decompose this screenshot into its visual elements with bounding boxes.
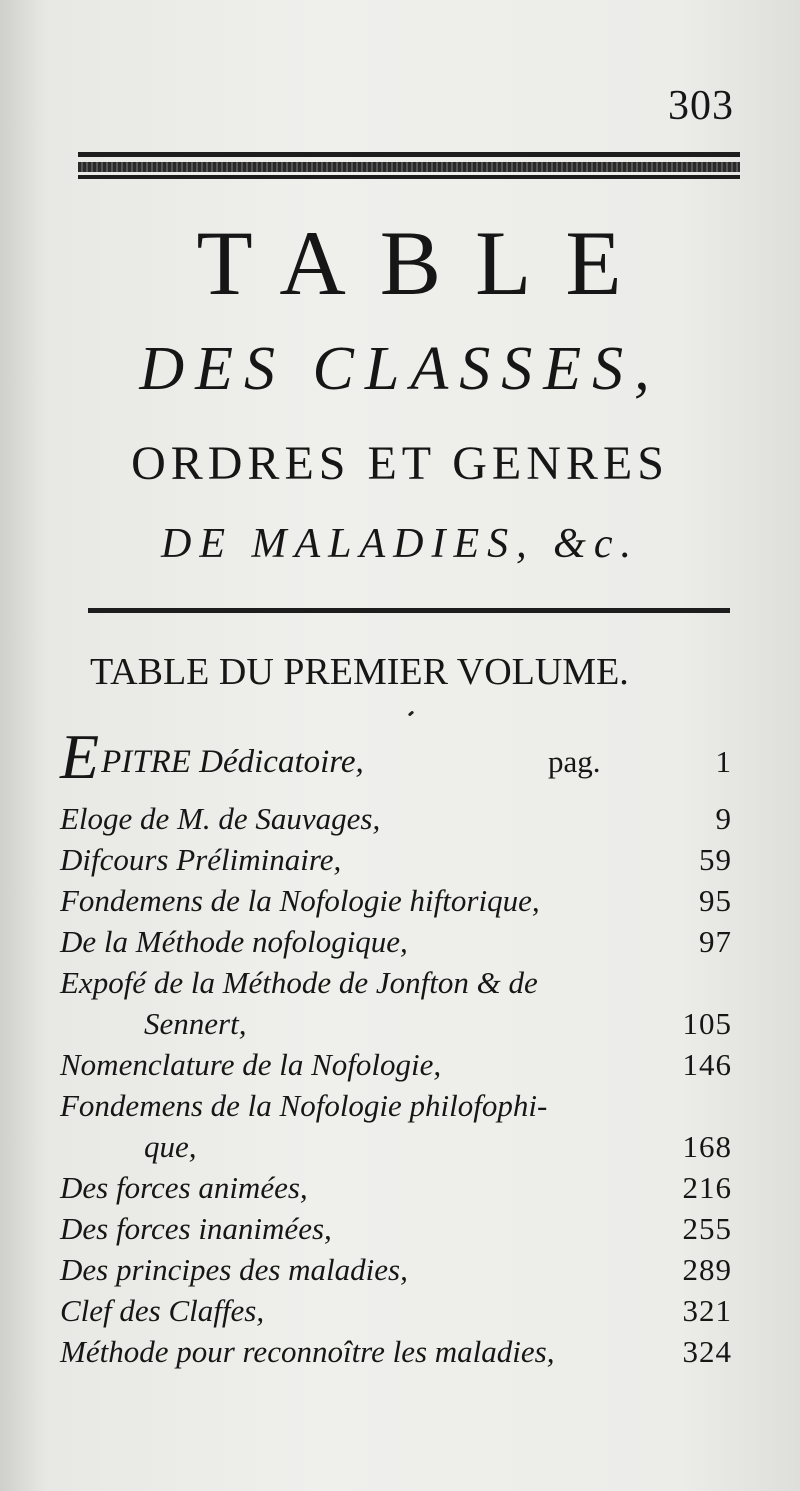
toc-entry: [60, 1249, 732, 1290]
toc-entry-label: Des forces animées,: [60, 1170, 308, 1205]
toc-entry-page: 146: [682, 1047, 732, 1082]
title-table: TABLE: [196, 212, 656, 314]
toc-entry-label: Eloge de M. de Sauvages,: [60, 801, 381, 836]
title-de-maladies: DE MALADIES, &c.: [161, 521, 639, 567]
toc-entry-label: Clef des Claffes,: [60, 1293, 265, 1328]
toc-entry: [60, 721, 732, 798]
toc-entry-page: 216: [682, 1170, 732, 1205]
toc-entry-label: Difcours Préliminaire,: [60, 842, 342, 877]
toc-entry-page: 321: [682, 1293, 732, 1328]
toc-entry-page: 1: [715, 744, 732, 779]
toc-entry-label: Des principes des maladies,: [60, 1252, 408, 1287]
toc-entry-label: que,: [144, 1129, 197, 1164]
volume-subtitle: TABLE DU PREMIER VOLUME.: [90, 651, 629, 693]
toc-entry-label: Des forces inanimées,: [60, 1211, 332, 1246]
toc-entry: [60, 839, 732, 880]
toc-entry: [60, 1331, 732, 1372]
drop-cap: E: [60, 721, 100, 792]
toc-entry: [60, 798, 732, 839]
header-double-rule: [78, 150, 740, 182]
toc-entry-page: 9: [715, 801, 732, 836]
toc-entry: [60, 880, 732, 921]
toc-entry-page: 168: [682, 1129, 732, 1164]
table-of-contents: [60, 721, 732, 1372]
toc-entry-text: PITRE Dédicatoire,: [101, 744, 364, 780]
toc-entry-page: 59: [699, 842, 732, 877]
toc-entry-label: Méthode pour reconnoître les maladies,: [60, 1334, 555, 1369]
toc-entry-label: Sennert,: [144, 1006, 247, 1041]
toc-entry-label: De la Méthode nofologique,: [60, 924, 408, 959]
title-des-classes: DES CLASSES,: [139, 335, 661, 403]
toc-entry: [60, 962, 732, 1003]
toc-entry-page: 105: [682, 1006, 732, 1041]
toc-entry: [60, 1003, 732, 1044]
toc-entry: [60, 1085, 732, 1126]
toc-entry-label: [60, 721, 364, 798]
toc-entry-label: Fondemens de la Nofologie hiftorique,: [60, 883, 540, 918]
section-rule: [88, 608, 730, 613]
ink-speck: [408, 710, 415, 716]
toc-entry: [60, 1126, 732, 1167]
toc-entry-page: 95: [699, 883, 732, 918]
toc-entry: [60, 1167, 732, 1208]
toc-entry-label: Fondemens de la Nofologie philofophi-: [60, 1088, 548, 1123]
toc-entry: [60, 921, 732, 962]
page-number: 303: [668, 83, 734, 129]
toc-entry: [60, 1208, 732, 1249]
toc-entry-label: Expofé de la Méthode de Jonfton & de: [60, 965, 538, 1000]
toc-entry-page: 324: [682, 1334, 732, 1369]
toc-entry-label: Nomenclature de la Nofologie,: [60, 1047, 442, 1082]
pag-label: pag.: [548, 744, 601, 779]
toc-entry: [60, 1290, 732, 1331]
title-ordres-genres: ORDRES ET GENRES: [131, 437, 669, 490]
toc-entry: [60, 1044, 732, 1085]
toc-entry-page: 289: [682, 1252, 732, 1287]
toc-entry-page: 255: [682, 1211, 732, 1246]
toc-entry-page: 97: [699, 924, 732, 959]
